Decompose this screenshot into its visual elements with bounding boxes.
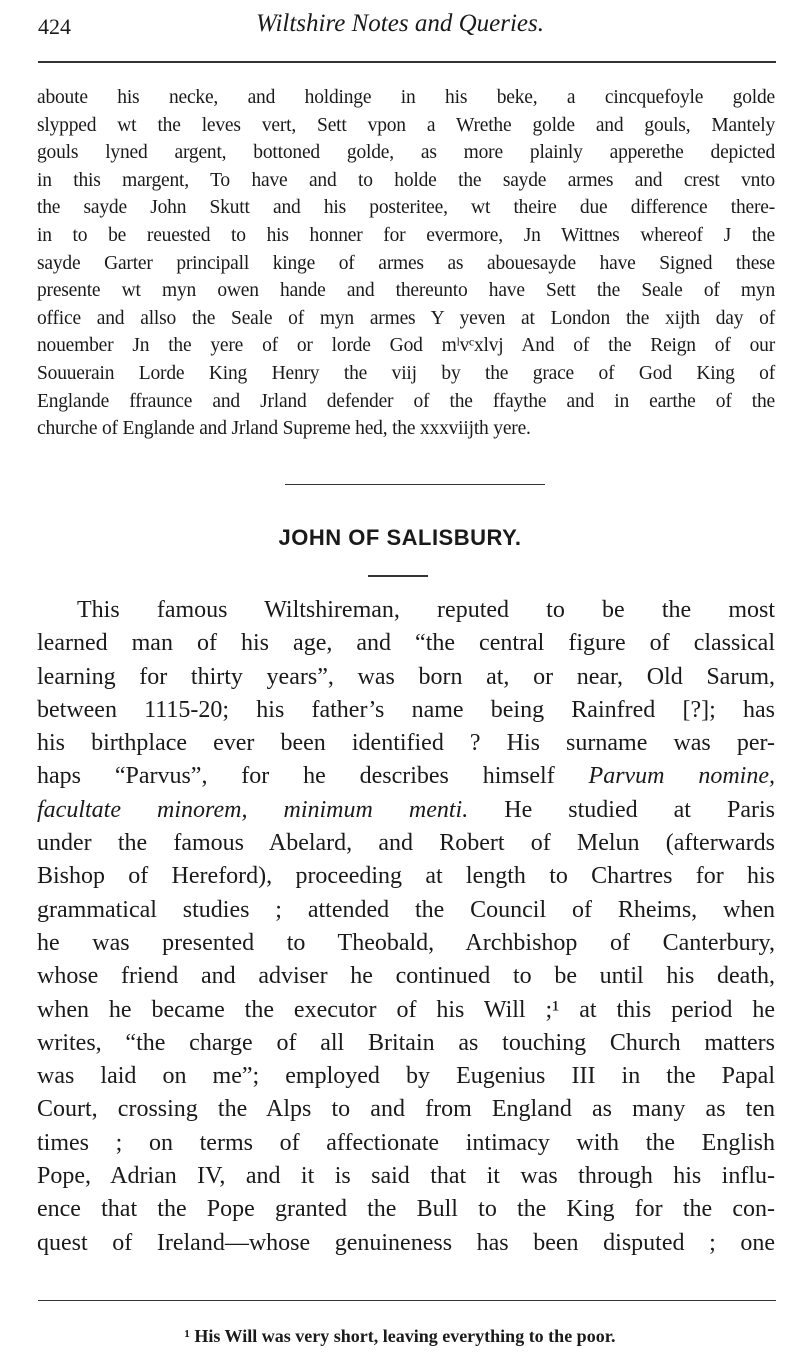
text-segment: gouls lyned argent, bottoned golde, as more plainly apperethe depicted bbox=[37, 142, 775, 164]
text-segment: churche of Englande and Jrland Supreme hed, the xxxviijth yere. bbox=[37, 418, 531, 440]
section-divider bbox=[285, 484, 545, 485]
text-segment: between 1115-20; his father’s name being Rainfred [?]; has bbox=[37, 696, 775, 723]
text-segment: This famous Wiltshireman, reputed to be the most bbox=[77, 597, 775, 623]
text-segment: sayde Garter principall kinge of armes as abouesayde have Signed these bbox=[37, 252, 775, 274]
text-line bbox=[37, 332, 775, 360]
header-rule bbox=[38, 61, 776, 63]
text-line bbox=[37, 305, 775, 333]
text-line bbox=[37, 84, 775, 112]
text-segment: Souuerain Lorde King Henry the viij by the grace of God King of bbox=[37, 362, 775, 384]
text-line bbox=[37, 194, 775, 222]
italic-text: facultate minorem, minimum menti. bbox=[37, 796, 469, 823]
text-segment: Pope, Adrian IV, and it is said that it was through his influ- bbox=[37, 1163, 775, 1190]
text-segment: Bishop of Hereford), proceeding at length to Chartres for his bbox=[37, 863, 775, 890]
article-title: JOHN OF SALISBURY. bbox=[278, 525, 522, 550]
paragraph-john-of-salisbury bbox=[37, 594, 775, 1260]
text-line bbox=[37, 827, 775, 860]
text-line bbox=[37, 388, 775, 416]
text-segment: whose friend and adviser he continued to be until his death, bbox=[37, 963, 775, 990]
text-line bbox=[37, 1127, 775, 1160]
text-line bbox=[37, 1060, 775, 1093]
text-line bbox=[37, 760, 775, 793]
text-line bbox=[37, 794, 775, 827]
text-line bbox=[37, 994, 775, 1027]
text-segment: writes, “the charge of all Britain as touching Church matters bbox=[37, 1029, 775, 1056]
text-segment: times ; on terms of affectionate intimacy with the English bbox=[37, 1129, 775, 1156]
text-segment: ence that the Pope granted the Bull to the King for the con- bbox=[37, 1196, 775, 1223]
text-segment: aboute his necke, and holdinge in his beke, a cincquefoyle golde bbox=[37, 87, 775, 108]
text-segment: the sayde John Skutt and his posteritee, wt theire due difference there- bbox=[37, 197, 775, 219]
text-line bbox=[37, 1160, 775, 1193]
text-segment: Englande ffraunce and Jrland defender of the ffaythe and in earthe of the bbox=[37, 390, 775, 412]
running-title: Wiltshire Notes and Queries. bbox=[256, 10, 544, 37]
text-line bbox=[37, 250, 775, 278]
text-line bbox=[37, 661, 775, 694]
page-number: 424 bbox=[38, 14, 71, 39]
text-line bbox=[37, 694, 775, 727]
text-line bbox=[37, 222, 775, 250]
text-segment: he was presented to Theobald, Archbishop of Canterbury, bbox=[37, 929, 775, 956]
text-line bbox=[37, 167, 775, 195]
text-line bbox=[37, 112, 775, 140]
text-segment: presente wt myn owen hande and thereunto have Sett the Seale of myn bbox=[37, 280, 775, 302]
text-line bbox=[37, 727, 775, 760]
text-line bbox=[37, 627, 775, 660]
text-line bbox=[37, 927, 775, 960]
text-line bbox=[37, 860, 775, 893]
text-segment: He studied at Paris bbox=[468, 796, 776, 823]
text-segment: in this margent, To have and to holde the sayde armes and crest vnto bbox=[37, 169, 775, 191]
italic-text: Parvum nomine, bbox=[588, 763, 775, 790]
text-segment: slypped wt the leves vert, Sett vpon a Wrethe golde and gouls, Mantely bbox=[37, 114, 775, 136]
text-line bbox=[37, 960, 775, 993]
text-segment: learning for thirty years”, was born at, or near, Old Sarum, bbox=[37, 663, 775, 690]
text-line bbox=[37, 1027, 775, 1060]
footnote: ¹ His Will was very short, leaving everything to the poor. bbox=[184, 1326, 616, 1346]
text-line bbox=[37, 1193, 775, 1226]
text-segment: learned man of his age, and “the central figure of classical bbox=[37, 630, 775, 657]
text-segment: when he became the executor of his Will ;¹ at this period he bbox=[37, 996, 775, 1023]
text-segment: his birthplace ever been identified ? His surname was per- bbox=[37, 730, 775, 757]
text-segment: haps “Parvus”, for he describes himself bbox=[37, 763, 589, 790]
footnote-rule bbox=[38, 1300, 776, 1301]
text-segment: nouember Jn the yere of or lorde God mˡvᶜxlvj And of the Reign of our bbox=[37, 335, 775, 357]
text-segment: Court, crossing the Alps to and from England as many as ten bbox=[37, 1096, 775, 1123]
text-line bbox=[37, 360, 775, 388]
text-segment: quest of Ireland—whose genuineness has been disputed ; one bbox=[37, 1229, 775, 1256]
text-segment: office and allso the Seale of myn armes Y yeven at London the xijth day of bbox=[37, 307, 775, 329]
paragraph-grant-text bbox=[37, 84, 775, 443]
text-line bbox=[37, 1227, 775, 1260]
text-line bbox=[37, 894, 775, 927]
text-segment: grammatical studies ; attended the Council of Rheims, when bbox=[37, 896, 775, 923]
text-line bbox=[37, 139, 775, 167]
text-segment: in to be reuested to his honner for evermore, Jn Wittnes whereof J the bbox=[37, 224, 775, 246]
text-segment: under the famous Abelard, and Robert of Melun (afterwards bbox=[37, 830, 775, 857]
title-underline bbox=[368, 575, 428, 577]
text-line bbox=[37, 277, 775, 305]
text-line bbox=[37, 1093, 775, 1126]
text-line bbox=[37, 594, 775, 627]
text-segment: was laid on me”; employed by Eugenius III in the Papal bbox=[37, 1063, 775, 1090]
text-line bbox=[37, 415, 775, 443]
